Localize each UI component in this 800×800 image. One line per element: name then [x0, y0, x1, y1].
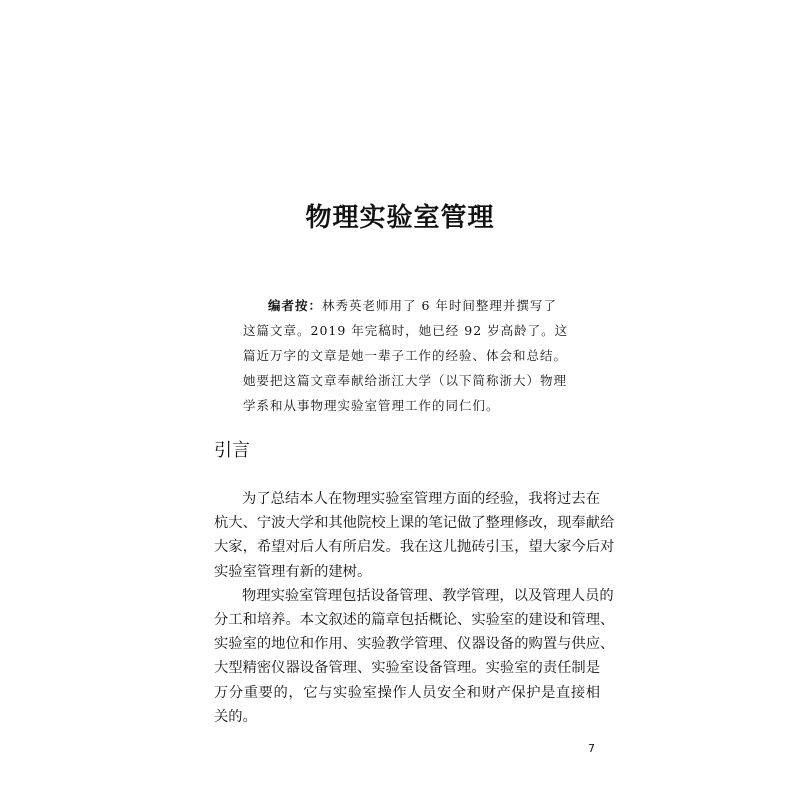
- page-number: 7: [588, 742, 595, 755]
- page-title: 物理实验室管理: [305, 203, 495, 233]
- body-text: [214, 487, 615, 729]
- editor-note-line: [243, 293, 581, 318]
- editor-note-line: 篇近万字的文章是她一辈子工作的经验、体会和总结。: [243, 348, 568, 363]
- paragraph-line: 实验室的地位和作用、实验教学管理、仪器设备的购置与供应、: [214, 636, 615, 653]
- paragraph-line: 物理实验室管理包括设备管理、教学管理，以及管理人员的: [242, 587, 614, 604]
- section-heading: 引言: [214, 440, 250, 461]
- editor-note: [243, 293, 581, 418]
- editor-note-label: 编者按：: [268, 298, 323, 313]
- paragraph-line: 杭大、宁波大学和其他院校上课的笔记做了整理修改，现奉献给: [214, 515, 615, 532]
- paragraph-line: 大家，希望对后人有所启发。我在这儿抛砖引玉，望大家今后对: [214, 539, 615, 556]
- editor-note-line: 她要把这篇文章奉献给浙江大学（以下简称浙大）物理: [243, 373, 568, 388]
- paragraph-line: 分工和培养。本文叙述的篇章包括概论、实验室的建设和管理、: [214, 612, 615, 629]
- paragraph-line: 实验室管理有新的建树。: [214, 563, 372, 580]
- paragraph-line: 关的。: [214, 708, 257, 725]
- paragraph-line: 大型精密仪器设备管理、实验室设备管理。实验室的责任制是: [214, 660, 601, 677]
- paragraph-line: 万分重要的，它与实验室操作人员安全和财产保护是直接相: [214, 684, 600, 701]
- editor-note-line: 这篇文章。2019 年完稿时，她已经 92 岁高龄了。这: [243, 323, 569, 338]
- editor-note-text: 林秀英老师用了 6 年时间整理并撰写了: [322, 298, 557, 313]
- editor-note-line: 学系和从事物理实验室管理工作的同仁们。: [243, 398, 500, 413]
- paragraph-line: 为了总结本人在物理实验室管理方面的经验，我将过去在: [242, 491, 600, 507]
